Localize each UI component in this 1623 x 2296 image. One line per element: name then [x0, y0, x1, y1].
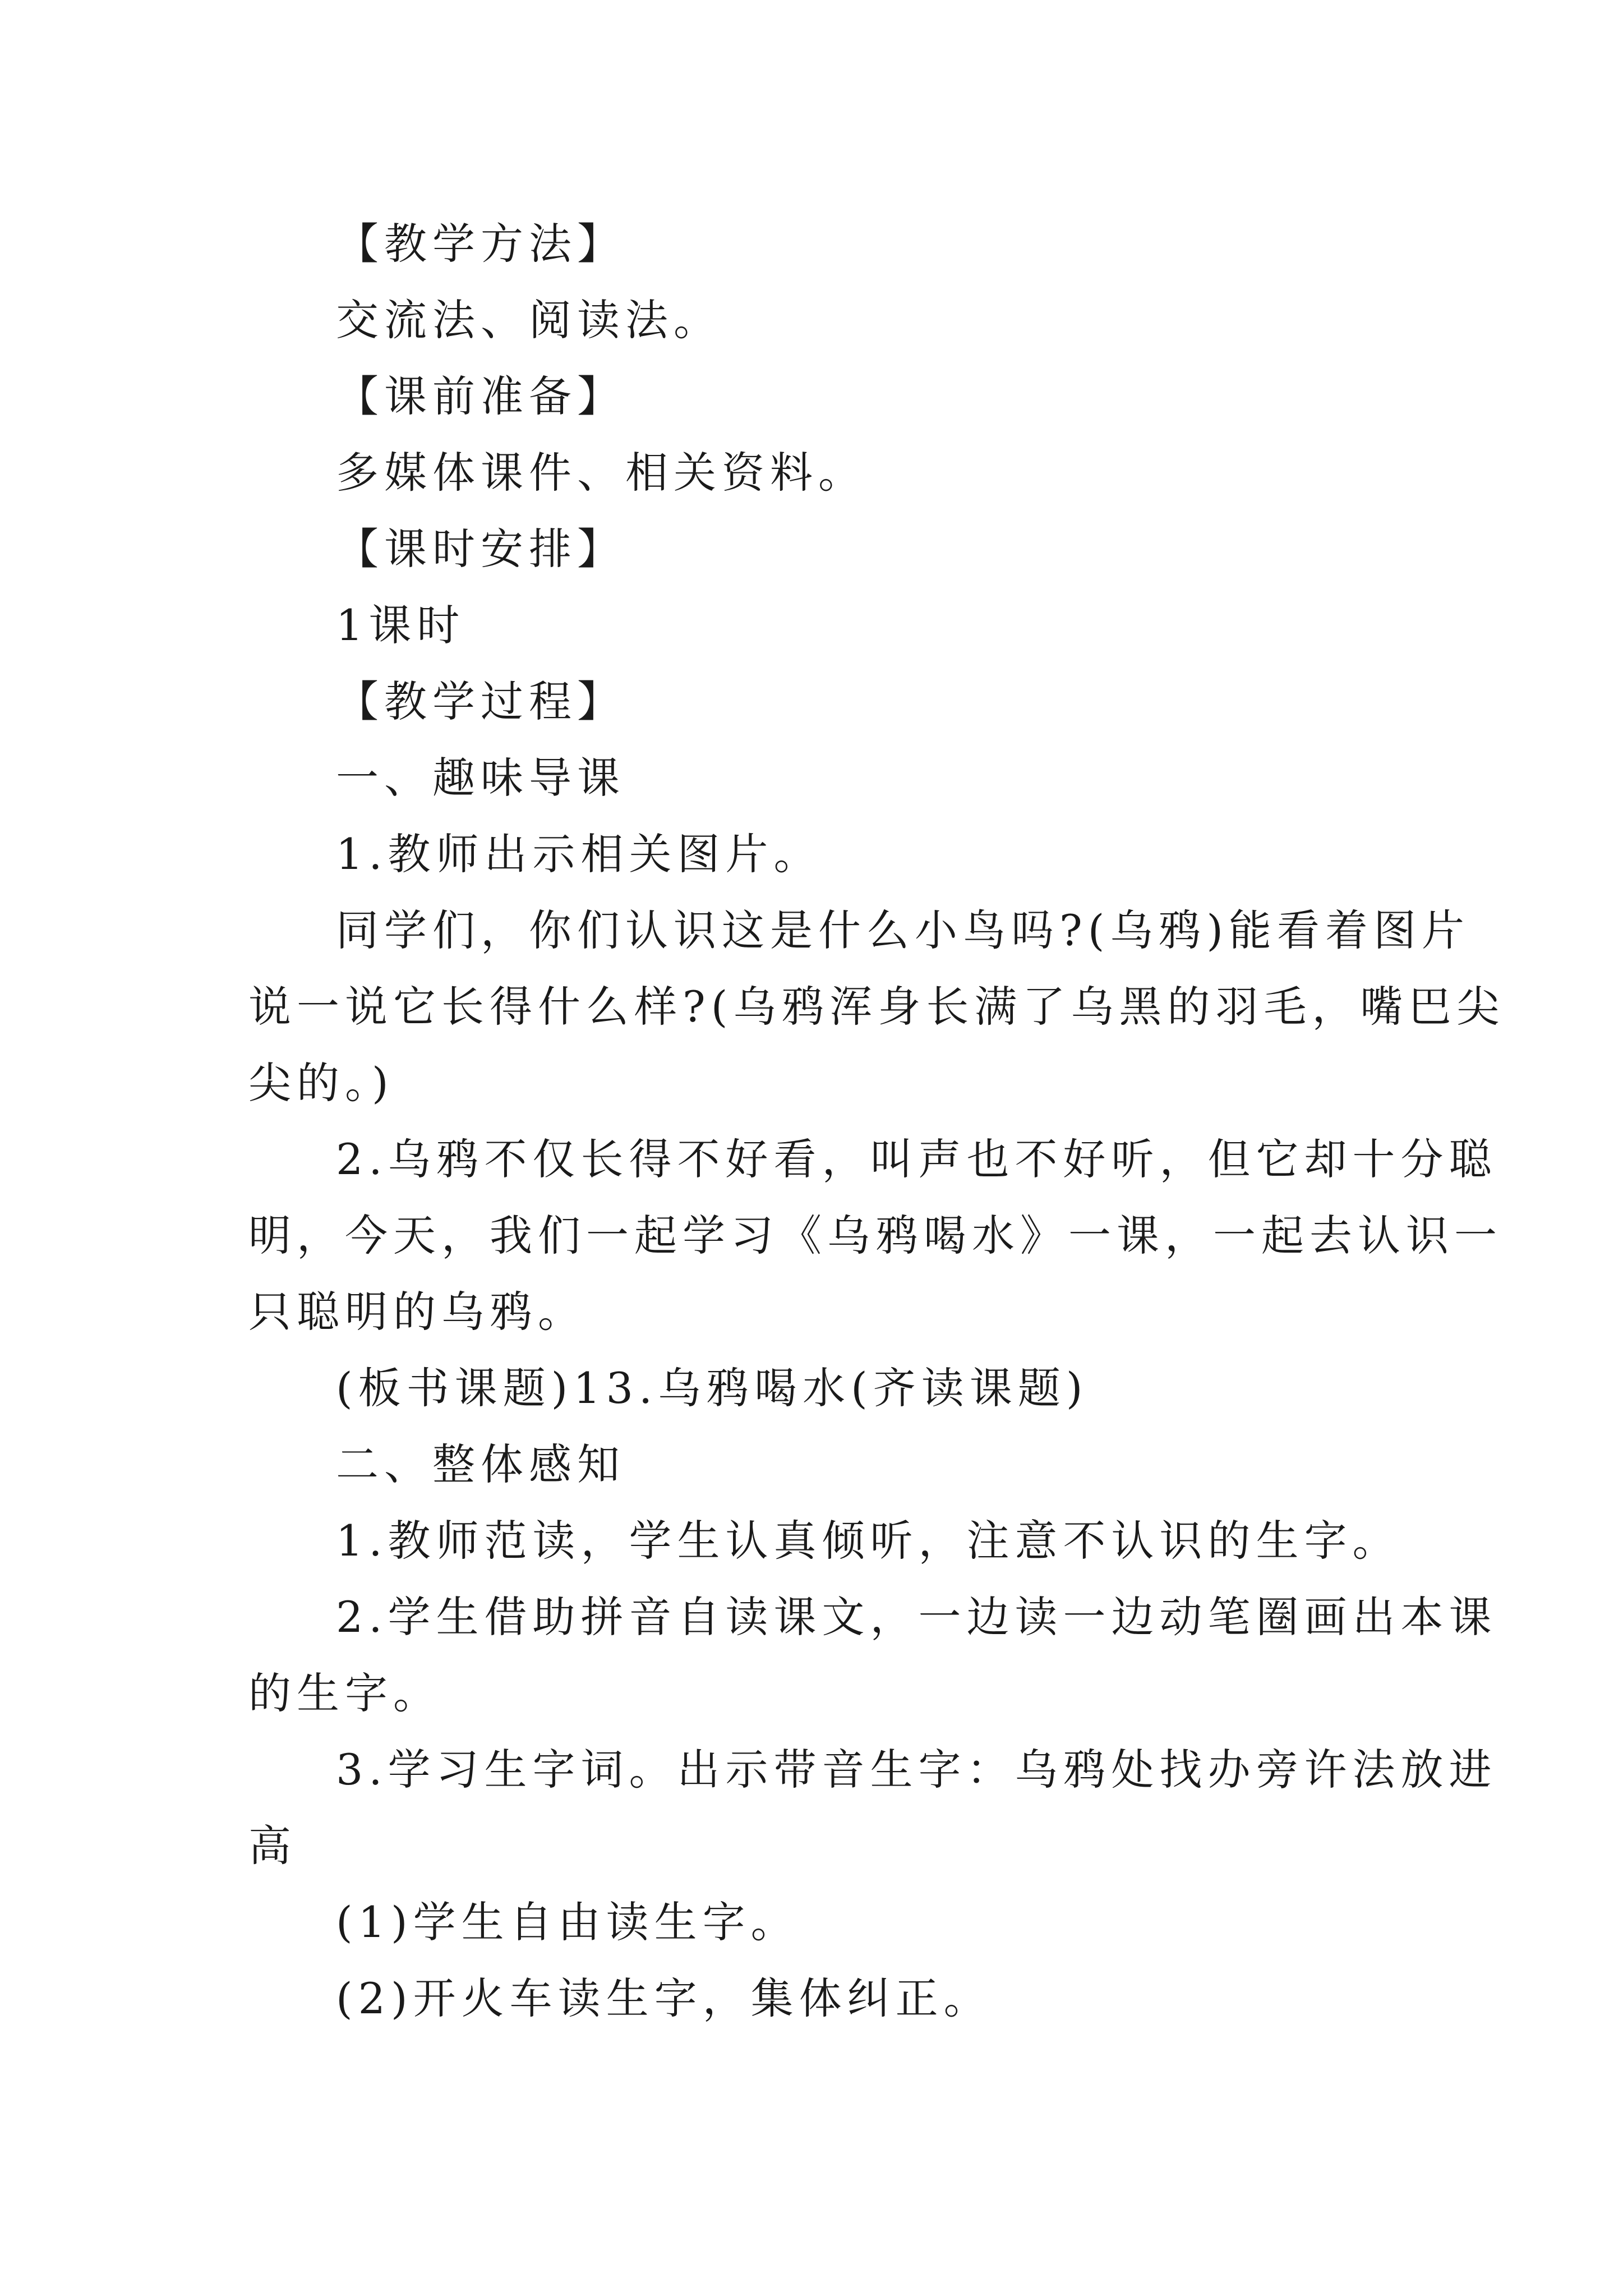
section-heading-preparation: 【课前准备】 [336, 371, 625, 421]
paragraph-line: 2.学生借助拼音自读课文，一边读一边动笔圈画出本课 [336, 1592, 1497, 1642]
paragraph-line: 多媒体课件、相关资料。 [336, 448, 866, 498]
paragraph-line: 明，今天，我们一起学习《乌鸦喝水》一课，一起去认识一 [248, 1211, 1502, 1260]
paragraph-line: 尖的。) [248, 1058, 394, 1108]
paragraph-line: (1)学生自由读生字。 [336, 1897, 799, 1947]
paragraph-line: 交流法、阅读法。 [336, 295, 722, 345]
paragraph-line: 3.学习生字词。出示带音生字：乌鸦处找办旁许法放进 [336, 1745, 1497, 1795]
paragraph-line: (板书课题)13.乌鸦喝水(齐读课题) [336, 1363, 1089, 1413]
paragraph-line: 高 [248, 1821, 297, 1871]
paragraph-line: 1.教师出示相关图片。 [336, 829, 822, 879]
paragraph-line: 1.教师范读，学生认真倾听，注意不认识的生字。 [336, 1516, 1401, 1566]
paragraph-line: 1课时 [336, 600, 465, 650]
paragraph-line: 2.乌鸦不仅长得不好看，叫声也不好听，但它却十分聪 [336, 1134, 1497, 1184]
paragraph-line: (2)开火车读生字，集体纠正。 [336, 1973, 992, 2023]
section-heading-teaching-methods: 【教学方法】 [336, 219, 625, 269]
section-heading-schedule: 【课时安排】 [336, 524, 625, 574]
paragraph-line: 同学们，你们认识这是什么小鸟吗?(乌鸦)能看着图片 [336, 905, 1470, 955]
subsection-heading: 二、整体感知 [336, 1439, 625, 1489]
subsection-heading: 一、趣味导课 [336, 753, 625, 803]
paragraph-line: 只聪明的乌鸦。 [248, 1287, 586, 1337]
paragraph-line: 说一说它长得什么样?(乌鸦浑身长满了乌黑的羽毛，嘴巴尖 [248, 982, 1505, 1032]
section-heading-process: 【教学过程】 [336, 677, 625, 726]
paragraph-line: 的生字。 [248, 1668, 441, 1718]
